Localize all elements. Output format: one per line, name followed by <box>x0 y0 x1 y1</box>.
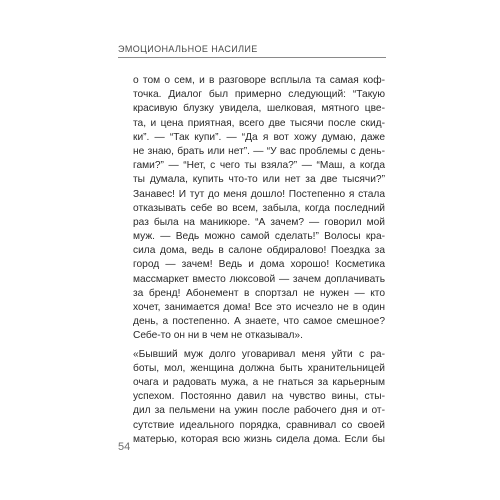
running-header: ЭМОЦИОНАЛЬНОЕ НАСИЛИЕ <box>118 44 258 54</box>
text-line: день, а постепенно. А знаете, что самое смешное? <box>133 316 385 328</box>
text-line: Занавес! И тут до меня дошло! Постепенно я стала <box>133 188 385 200</box>
text-line: Себе-то он ни в чем не отказывал». <box>133 330 303 342</box>
text-line: сутствие идеального порядка, сравнивал со своей <box>133 419 385 431</box>
text-line: ки”. — “Так купи”. — “Да я вот хожу думаю, даже <box>133 131 385 143</box>
text-line: успехом. Постоянно давил на чувство вины, сты- <box>133 391 385 403</box>
text-line: не знаю, брать или нет”. — “У вас проблемы с день- <box>133 145 385 157</box>
text-line: сила дома, ведь в салоне обдиралово! Поездка за <box>133 245 385 257</box>
page-number: 54 <box>118 441 131 453</box>
text-line: ты думала, купить что-то или нет за две тысячи?” <box>133 174 385 186</box>
text-line: хочет, занимается дома! Все это исчезло не в один <box>133 302 385 313</box>
text-line: красивую блузку увидела, шелковая, мятного цве- <box>133 103 385 115</box>
paragraph <box>133 74 385 344</box>
text-line: город — зачем! Ведь и дома хорошо! Косметика <box>133 259 385 271</box>
text-line: матерью, которая всю жизнь сидела дома. Если бы <box>133 433 385 445</box>
text-line: боты, мол, женщина должна быть хранительницей <box>133 362 385 374</box>
header-rule <box>118 57 386 58</box>
paragraph <box>133 348 385 447</box>
text-line: гами?” — “Нет, с чего ты взяла?” — “Маш, а когда <box>133 160 385 172</box>
text-line: раз была на маникюре. “А зачем? — говорил мой <box>133 216 385 228</box>
body-text <box>133 74 385 447</box>
text-line: та, и цена приятная, всего две тысячи после скид- <box>133 117 385 129</box>
text-line: «Бывший муж долго уговаривал меня уйти с ра- <box>133 348 385 360</box>
text-line: муж. — Ведь можно самой сделать!” Волосы кра- <box>133 231 385 243</box>
text-line: отказывать себе во всем, забыла, когда последний <box>133 202 385 214</box>
text-line: массмаркет вместо люксовой — зачем доплачивать <box>133 273 385 285</box>
text-line: дил за пельмени на ужин после рабочего дня и от- <box>133 405 385 417</box>
text-line: о том о сем, и в разговоре всплыла та самая коф- <box>133 75 385 86</box>
text-line: очага и радовать мужа, а не гнаться за карьерным <box>133 376 385 388</box>
text-line: точка. Диалог был примерно следующий: “Такую <box>133 89 385 101</box>
text-line: за бренд! Абонемент в спортзал не нужен — кто <box>133 287 385 299</box>
